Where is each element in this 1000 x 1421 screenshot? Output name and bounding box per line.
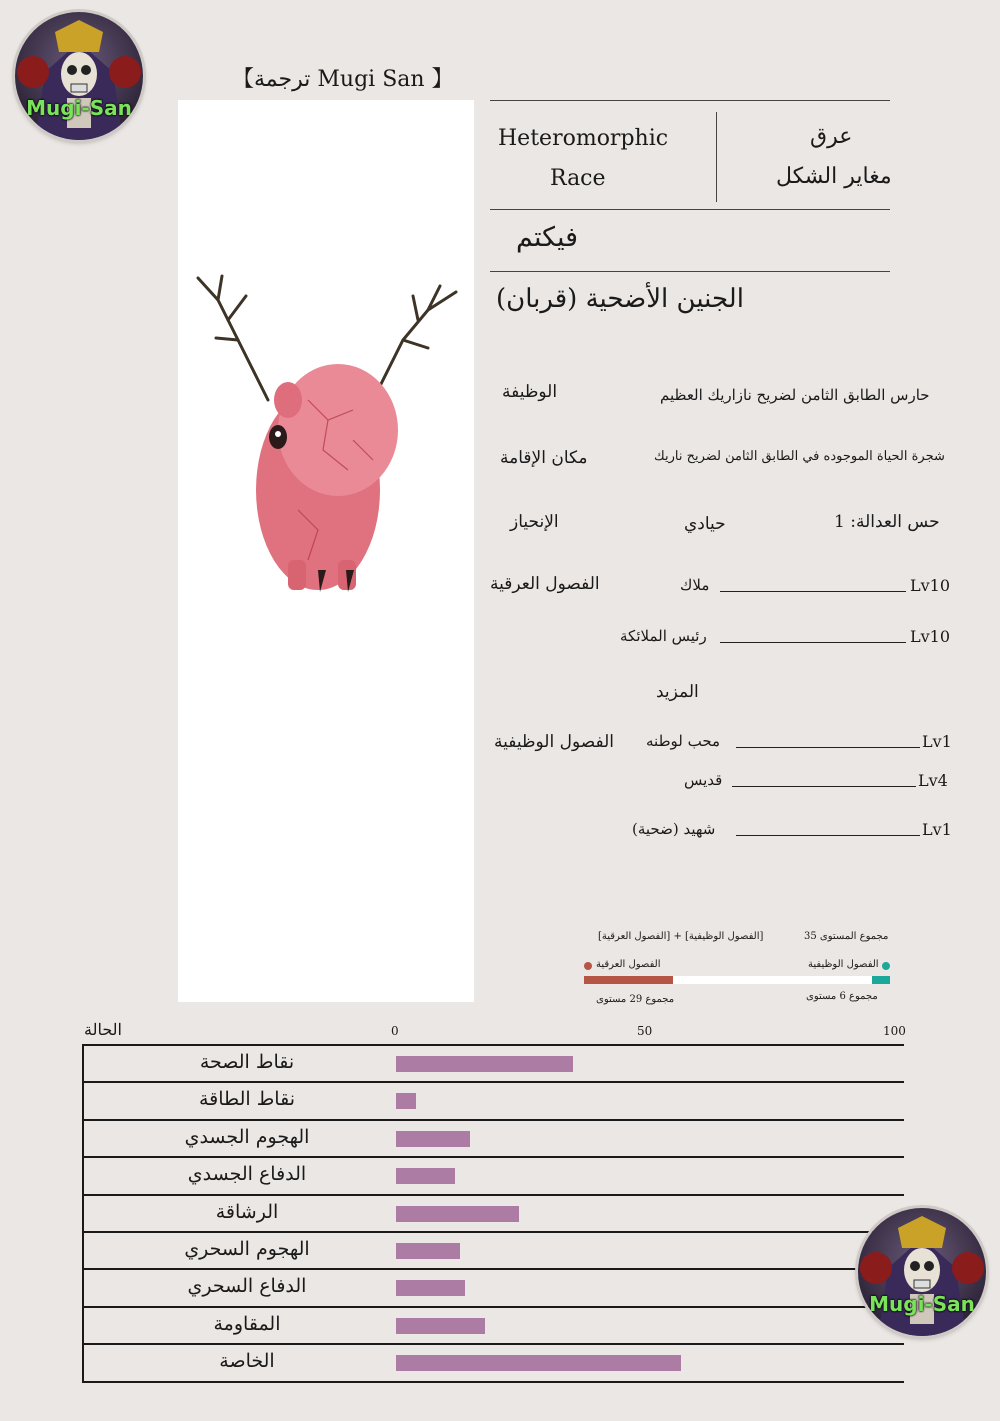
job-class-level: Lv1 [922, 732, 952, 751]
status-row-rule [82, 1119, 904, 1121]
job-class-level: Lv4 [918, 771, 948, 790]
job-class-dashline [736, 835, 920, 836]
racial-class-name: رئيس الملائكة [620, 627, 707, 645]
job-class-name: قديس [684, 771, 723, 789]
status-row-rule [82, 1081, 904, 1083]
status-row-label: الخاصة [219, 1350, 275, 1373]
racial-legend-label: الفصول العرقية [596, 959, 661, 970]
status-axis-tick: 0 [391, 1024, 399, 1038]
racial-legend-dot [584, 962, 592, 970]
job-level-total: مجموع 6 مستوى [806, 991, 878, 1002]
race-title-ar-2: مغاير الشكل [776, 164, 892, 189]
alignment-value: حيادي [684, 514, 726, 534]
status-bar [396, 1355, 681, 1371]
skull-icon [15, 12, 143, 140]
residence-label: مكان الإقامة [500, 448, 588, 468]
skull-icon [858, 1208, 986, 1336]
status-title: الحالة [84, 1020, 122, 1039]
status-row-rule [82, 1343, 904, 1345]
job-label: الوظيفة [502, 382, 558, 402]
job-class-level: Lv1 [922, 820, 952, 839]
job-class-name: محب لوطنه [646, 732, 721, 750]
race-title-ar-1: عرق [810, 124, 853, 149]
racial-class-dashline [720, 591, 906, 592]
level-total: مجموع المستوى 35 [804, 931, 889, 942]
racial-classes-label: الفصول العرقية [490, 574, 600, 594]
status-row-rule [82, 1306, 904, 1308]
status-axis-tick: 50 [637, 1024, 653, 1038]
status-row-label: المقاومة [213, 1312, 281, 1335]
status-left-border [82, 1044, 84, 1383]
status-row-rule [82, 1381, 904, 1383]
status-bar [396, 1131, 470, 1147]
victim-creature-illustration [178, 100, 474, 1002]
status-row-label: نقاط الطاقة [198, 1088, 295, 1111]
status-bar [396, 1243, 460, 1259]
alignment-label: الإنحياز [510, 512, 559, 532]
job-classes-label: الفصول الوظيفية [494, 732, 614, 752]
job-class-dashline [732, 786, 916, 787]
status-row-label: الدفاع الجسدي [187, 1163, 307, 1186]
status-bar [396, 1318, 485, 1334]
character-epithet: الجنين الأضحية (قربان) [496, 284, 744, 314]
mugi-san-badge-top [15, 12, 143, 140]
status-row-rule [82, 1231, 904, 1233]
level-formula: [الفصول الوظيفية] + [الفصول العرقية] [598, 931, 764, 942]
status-bar [396, 1280, 465, 1296]
racial-class-name: ملاك [680, 576, 710, 594]
status-row-rule [82, 1194, 904, 1196]
racial-level-fill [584, 976, 673, 984]
status-row-label: نقاط الصحة [199, 1051, 295, 1073]
status-row-rule [82, 1268, 904, 1270]
status-row-label: الهجوم السحري [184, 1238, 310, 1260]
status-bar [396, 1056, 573, 1072]
job-class-dashline [736, 747, 920, 748]
job-class-name: شهيد (ضحية) [632, 820, 716, 838]
badge-watermark-text: Mugi-San [869, 1292, 975, 1316]
rule-top [490, 100, 890, 101]
job-legend-label: الفصول الوظيفية [808, 959, 879, 970]
status-bar [396, 1206, 519, 1222]
status-row-label: الرشاقة [215, 1200, 279, 1223]
rule-mid [490, 209, 890, 210]
rule-vertical [716, 112, 717, 202]
more-link[interactable]: المزيد [656, 682, 699, 702]
race-title-en-2: Race [550, 166, 606, 191]
status-bar [396, 1093, 416, 1109]
race-title-en-1: Heteromorphic [498, 126, 669, 151]
racial-level-total: مجموع 29 مستوى [596, 994, 675, 1005]
translation-credit: 【ترجمة Mugi San 】 [232, 67, 454, 92]
racial-class-level: Lv10 [910, 627, 951, 646]
character-name: فيكتم [516, 222, 579, 253]
status-row-rule [82, 1156, 904, 1158]
job-level-fill [872, 976, 890, 984]
status-axis-tick: 100 [883, 1024, 906, 1038]
racial-class-level: Lv10 [910, 576, 951, 595]
rule-bottom [490, 271, 890, 272]
mugi-san-badge-bottom [858, 1208, 986, 1336]
status-top-rule [82, 1044, 904, 1046]
job-legend-dot [882, 962, 890, 970]
status-chart [82, 1022, 904, 1382]
portrait-panel [178, 100, 474, 1002]
level-track [584, 976, 890, 984]
karma-value: حس العدالة: 1 [834, 512, 940, 532]
racial-class-dashline [720, 642, 906, 643]
job-value: حارس الطابق الثامن لضريح نازاريك العظيم [660, 386, 930, 404]
status-bar [396, 1168, 455, 1184]
status-row-label: الدفاع السحري [187, 1275, 307, 1298]
status-row-label: الهجوم الجسدي [184, 1125, 310, 1148]
residence-value: شجرة الحياة الموجوده في الطابق الثامن لضريح ناريك [654, 449, 945, 464]
badge-watermark-text: Mugi-San [26, 96, 132, 120]
